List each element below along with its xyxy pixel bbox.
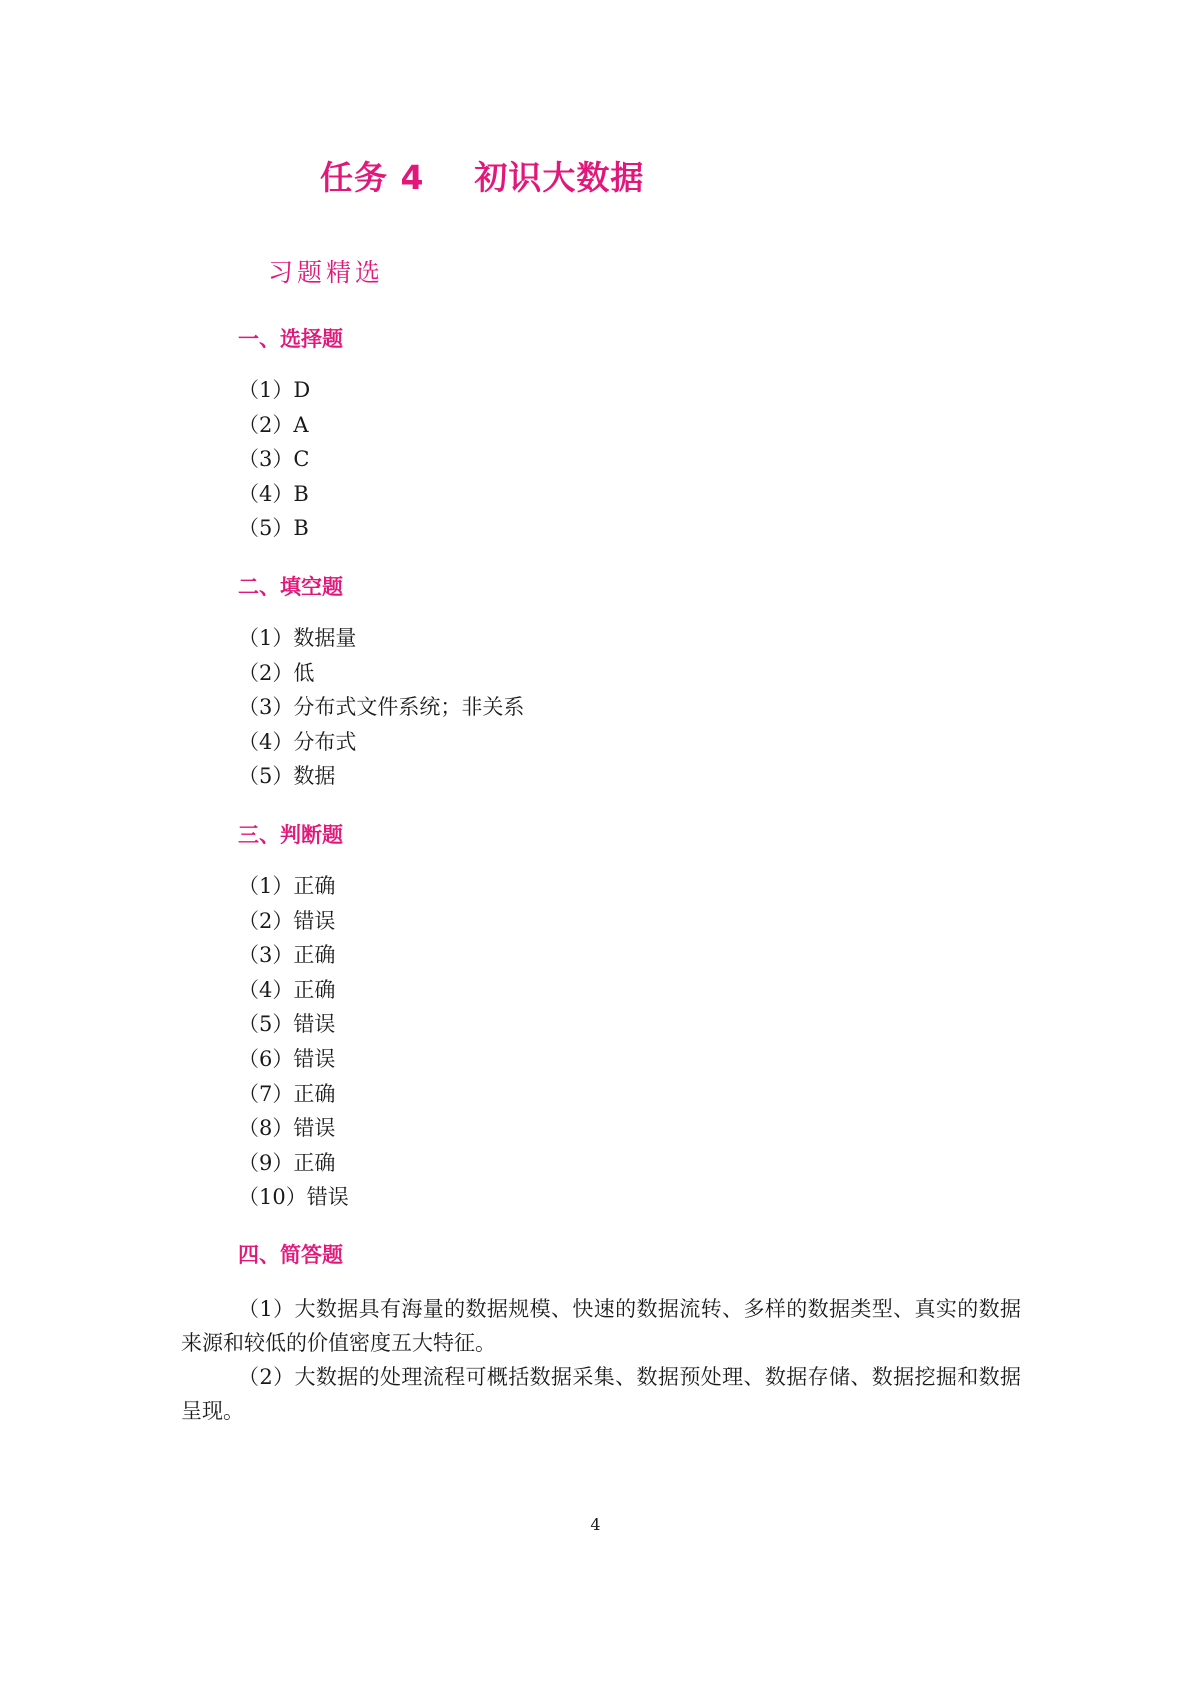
answer-item: （4）B <box>238 481 309 506</box>
short-answer-paragraph: （2）大数据的处理流程可概括数据采集、数据预处理、数据存储、数据挖掘和数据呈现。 <box>181 1365 1021 1423</box>
answer-item: （3）分布式文件系统；非关系 <box>238 695 525 720</box>
answer-item: （8）错误 <box>238 1116 336 1141</box>
answer-item: （5）B <box>238 516 309 541</box>
answer-item: （5）错误 <box>238 1012 336 1037</box>
section-heading: 二、填空题 <box>238 575 343 599</box>
answer-item: （2）错误 <box>238 908 336 933</box>
short-answer-paragraph: （1）大数据具有海量的数据规模、快速的数据流转、多样的数据类型、真实的数据来源和较低的价值密度五大特征。 <box>181 1297 1021 1355</box>
page-number: 4 <box>590 1515 601 1534</box>
section-heading: 四、简答题 <box>238 1243 343 1267</box>
section-fill-in-blank <box>238 571 524 794</box>
answer-item: （1）数据量 <box>238 626 357 650</box>
answer-list <box>238 373 343 546</box>
answer-item: （3）C <box>238 447 310 472</box>
answer-item: （6）错误 <box>238 1046 336 1071</box>
answer-item: （4）正确 <box>238 977 336 1002</box>
answer-item: （2）低 <box>238 660 315 685</box>
section-label: 习题精选 <box>268 258 385 287</box>
answer-item: （1）正确 <box>238 874 336 898</box>
answer-item: （2）A <box>238 412 309 437</box>
section-heading: 一、选择题 <box>238 327 343 351</box>
section-multiple-choice <box>238 323 343 546</box>
answer-list <box>238 621 524 794</box>
answer-item: （1）D <box>238 378 311 402</box>
answer-item: （3）正确 <box>238 943 336 968</box>
section-heading: 三、判断题 <box>238 823 343 847</box>
section-true-false <box>238 819 349 1215</box>
answer-item: （9）正确 <box>238 1150 336 1175</box>
answer-item: （5）数据 <box>238 764 336 789</box>
answer-list <box>238 869 349 1215</box>
section-short-answer <box>238 1239 343 1289</box>
answer-item: （7）正确 <box>238 1081 336 1106</box>
answer-item: （4）分布式 <box>238 729 357 754</box>
page-title: 任务 4 初识大数据 <box>320 158 645 197</box>
answer-item: （10）错误 <box>238 1185 349 1210</box>
